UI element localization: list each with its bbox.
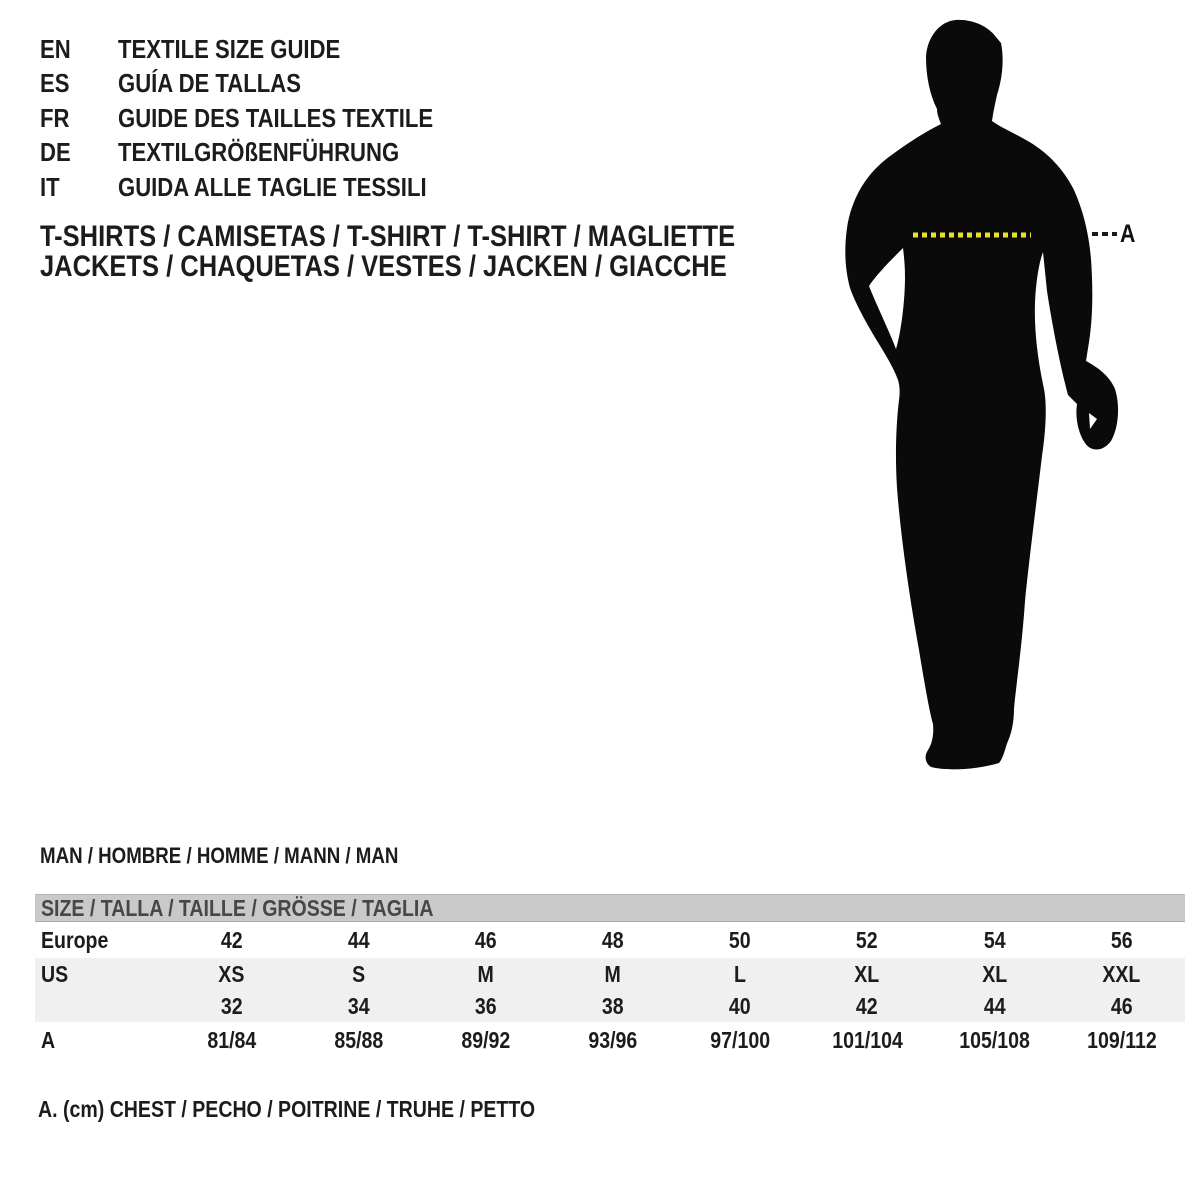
size-cell: L bbox=[734, 960, 747, 987]
size-cell: 109/112 bbox=[1086, 1026, 1157, 1053]
size-cell: 40 bbox=[729, 992, 751, 1019]
row-label: A bbox=[41, 1026, 56, 1053]
table-row-chest-cm bbox=[35, 1022, 1185, 1058]
table-row-us-numeric bbox=[35, 990, 1185, 1022]
category-line: T-SHIRTS / CAMISETAS / T-SHIRT / T-SHIRT / MAGLIETTE bbox=[40, 220, 736, 253]
measurement-label-a: A bbox=[1120, 220, 1136, 248]
size-cell: 54 bbox=[983, 926, 1006, 953]
language-code: IT bbox=[40, 171, 60, 202]
size-cell: S bbox=[352, 960, 366, 987]
size-cell: XS bbox=[218, 960, 245, 987]
language-code: DE bbox=[40, 137, 71, 168]
size-cell: 44 bbox=[347, 926, 370, 953]
size-cell: 48 bbox=[602, 926, 624, 953]
size-cell: 38 bbox=[602, 992, 624, 1019]
size-cell: M bbox=[477, 960, 494, 987]
size-cell: 46 bbox=[1110, 992, 1133, 1019]
row-label: Europe bbox=[41, 926, 109, 953]
size-cell: 32 bbox=[220, 992, 243, 1019]
size-cell: M bbox=[604, 960, 622, 987]
language-code: EN bbox=[40, 33, 71, 64]
size-cell: 97/100 bbox=[710, 1026, 770, 1053]
size-cell: 81/84 bbox=[207, 1026, 257, 1053]
size-cell: 42 bbox=[856, 992, 879, 1019]
language-title: TEXTILE SIZE GUIDE bbox=[118, 33, 341, 64]
size-cell: 56 bbox=[1110, 926, 1133, 953]
size-cell: 46 bbox=[474, 926, 497, 953]
language-code: ES bbox=[40, 68, 70, 99]
size-cell: 105/108 bbox=[958, 1026, 1030, 1053]
table-row-us bbox=[35, 958, 1185, 990]
table-row-europe bbox=[35, 922, 1185, 958]
language-title: GUÍA DE TALLAS bbox=[118, 68, 301, 99]
size-cell: 34 bbox=[347, 992, 370, 1019]
language-title: GUIDA ALLE TAGLIE TESSILI bbox=[118, 171, 427, 202]
size-cell: XXL bbox=[1102, 960, 1141, 987]
row-label: US bbox=[41, 960, 69, 987]
language-title: GUIDE DES TAILLES TEXTILE bbox=[118, 102, 434, 133]
measurement-footnote: A. (cm) CHEST / PECHO / POITRINE / TRUHE / PETTO bbox=[38, 1096, 536, 1122]
size-cell: 52 bbox=[856, 926, 879, 953]
size-cell: 50 bbox=[729, 926, 751, 953]
size-cell: 89/92 bbox=[461, 1026, 511, 1053]
row-label bbox=[35, 993, 168, 1020]
size-table bbox=[35, 894, 1185, 1058]
size-cell: 101/104 bbox=[831, 1026, 903, 1053]
size-cell: XL bbox=[981, 960, 1007, 987]
size-cell: 36 bbox=[474, 992, 497, 1019]
size-table-header: SIZE / TALLA / TAILLE / GRÖSSE / TAGLIA bbox=[35, 894, 1185, 922]
size-cell: 93/96 bbox=[588, 1026, 638, 1053]
man-silhouette bbox=[845, 20, 1118, 769]
size-cell: 44 bbox=[983, 992, 1006, 1019]
language-title: TEXTILGRÖßENFÜHRUNG bbox=[118, 137, 400, 168]
size-cell: 85/88 bbox=[334, 1026, 384, 1053]
size-cell: XL bbox=[854, 960, 880, 987]
language-code: FR bbox=[40, 102, 70, 133]
size-cell: 42 bbox=[220, 926, 243, 953]
section-title: MAN / HOMBRE / HOMME / MANN / MAN bbox=[40, 843, 399, 868]
category-line: JACKETS / CHAQUETAS / VESTES / JACKEN / GIACCHE bbox=[40, 250, 727, 283]
